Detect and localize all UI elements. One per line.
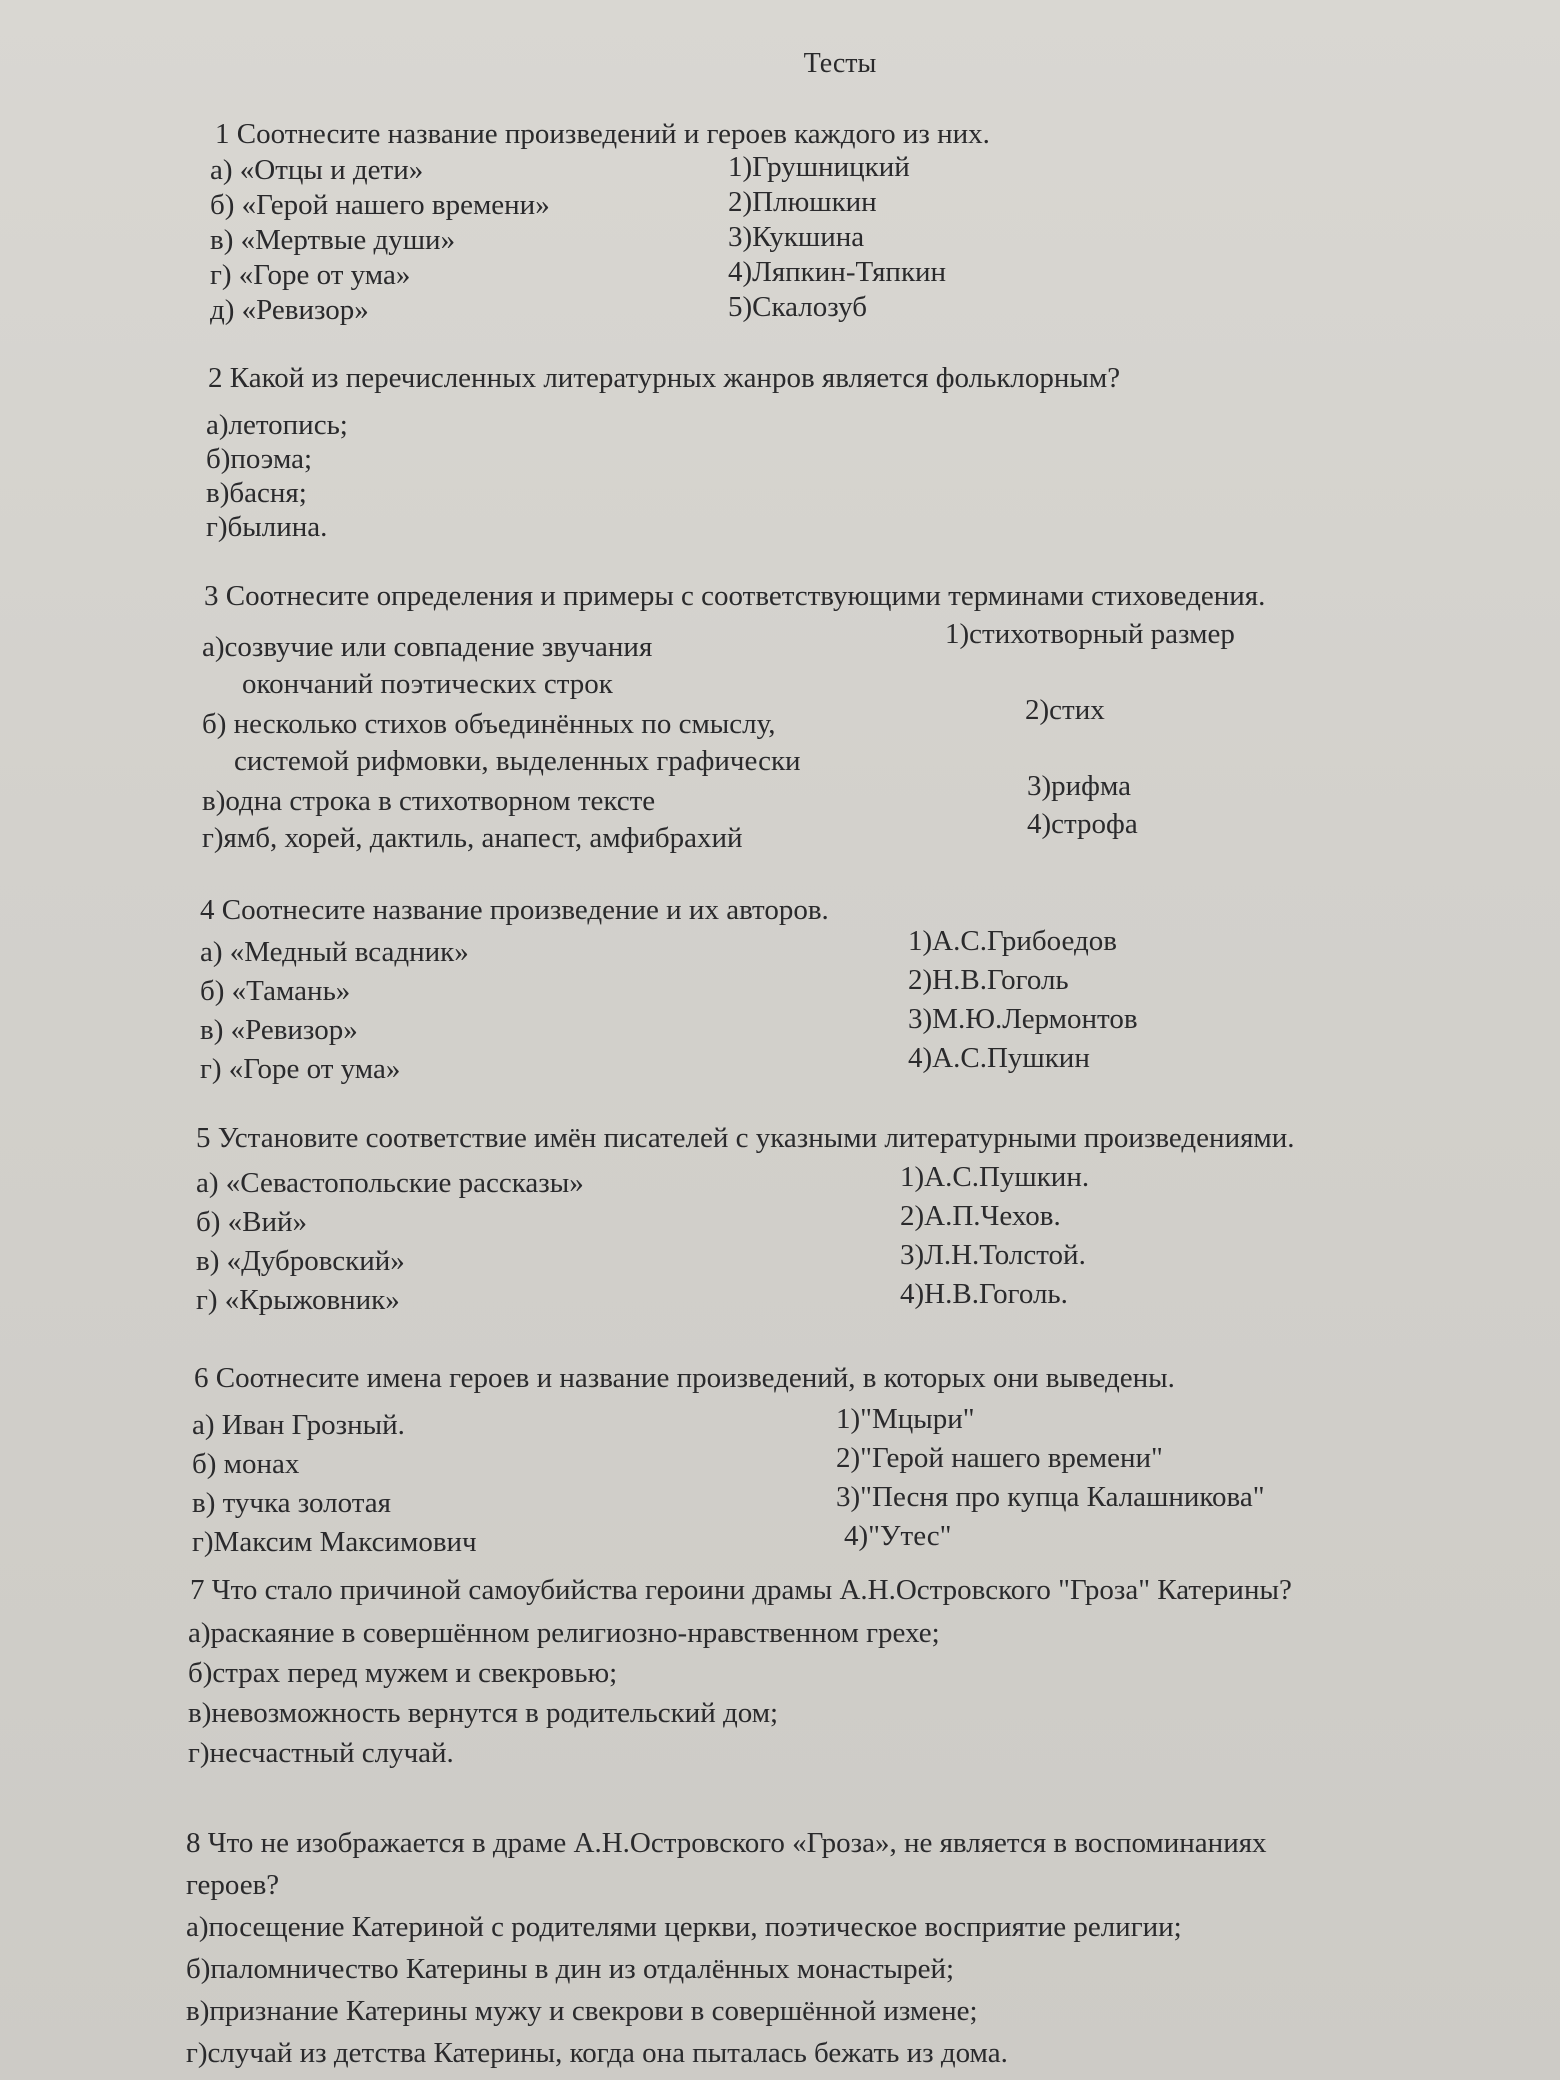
question-6-left-list <box>192 1408 477 1564</box>
question-3-right-4: 4)строфа <box>1027 808 1138 840</box>
list-item: в) «Дубровский» <box>196 1245 405 1277</box>
question-3-right-2: 2)стих <box>1025 694 1105 726</box>
list-item: г) «Крыжовник» <box>196 1284 400 1316</box>
list-item: г) «Горе от ума» <box>210 259 411 291</box>
list-item: системой рифмовки, выделенных графически <box>234 745 801 777</box>
list-item: 4)Н.В.Гоголь. <box>900 1278 1068 1310</box>
option-c: в)признание Катерины мужу и свекрови в совершённой измене; <box>186 1995 978 2027</box>
question-7-options <box>188 1616 940 1776</box>
question-3-right-3: 3)рифма <box>1027 770 1131 802</box>
option-d: г)случай из детства Катерины, когда она пыталась бежать из дома. <box>186 2037 1008 2069</box>
list-item: б) «Тамань» <box>200 975 351 1007</box>
list-item: окончаний поэтических строк <box>242 668 613 700</box>
question-2-options <box>206 408 348 544</box>
question-3-left-list <box>202 630 801 858</box>
list-item: в) «Ревизор» <box>200 1014 358 1046</box>
list-item: 1)Грушницкий <box>728 151 910 183</box>
question-8-text: 8 Что не изображается в драме А.Н.Островского «Гроза», не является в воспоминаниях <box>186 1827 1267 1859</box>
question-1-left-list <box>210 153 550 328</box>
list-item: г)Максим Максимович <box>192 1526 477 1558</box>
list-item: 4)"Утес" <box>844 1520 952 1552</box>
option-c: в)невозможность вернутся в родительский дом; <box>188 1697 779 1729</box>
list-item: г) «Горе от ума» <box>200 1053 401 1085</box>
list-item: б) несколько стихов объединённых по смыслу, <box>202 708 776 740</box>
list-item: 1)"Мцыри" <box>836 1403 975 1435</box>
question-2-text: 2 Какой из перечисленных литературных жанров является фольклорным? <box>208 362 1121 394</box>
list-item: 3)Кукшина <box>728 221 865 253</box>
list-item: г)ямб, хорей, дактиль, анапест, амфибрахий <box>202 822 743 854</box>
question-6-text: 6 Соотнесите имена героев и название произведений, в которых они выведены. <box>194 1362 1175 1394</box>
list-item: 4)Ляпкин-Тяпкин <box>728 256 947 288</box>
list-item: д) «Ревизор» <box>210 294 369 326</box>
option-a: а)посещение Катериной с родителями церкви, поэтическое восприятие религии; <box>186 1911 1182 1943</box>
option-a: а)летопись; <box>206 409 348 441</box>
list-item: 2)Плюшкин <box>728 186 877 218</box>
list-item: 3)М.Ю.Лермонтов <box>908 1003 1138 1035</box>
question-5-left-list <box>196 1166 584 1322</box>
question-4-left-list <box>200 935 469 1091</box>
list-item: 4)А.С.Пушкин <box>908 1042 1090 1074</box>
list-item: б) монах <box>192 1448 300 1480</box>
list-item: 2)А.П.Чехов. <box>900 1200 1061 1232</box>
question-3-text: 3 Соотнесите определения и примеры с соответствующими терминами стиховедения. <box>204 580 1266 612</box>
question-4-text: 4 Соотнесите название произведение и их авторов. <box>200 894 829 926</box>
list-item: 1)А.С.Пушкин. <box>900 1161 1090 1193</box>
list-item: 2)Н.В.Гоголь <box>908 964 1069 996</box>
list-item: в) тучка золотая <box>192 1487 391 1519</box>
list-item: б) «Вий» <box>196 1206 308 1238</box>
list-item: а) «Севастопольские рассказы» <box>196 1167 584 1199</box>
option-b: б)паломничество Катерины в дин из отдалённых монастырей; <box>186 1953 955 1985</box>
list-item: в)одна строка в стихотворном тексте <box>202 785 656 817</box>
list-item: 2)"Герой нашего времени" <box>836 1442 1163 1474</box>
question-3-right-1: 1)стихотворный размер <box>945 618 1235 650</box>
option-b: б)страх перед мужем и свекровью; <box>188 1657 618 1689</box>
list-item: в) «Мертвые души» <box>210 224 456 256</box>
list-item: 1)А.С.Грибоедов <box>908 925 1117 957</box>
question-1-right-list <box>728 150 946 325</box>
question-8-text-cont: героев? <box>186 1869 280 1901</box>
list-item: а) Иван Грозный. <box>192 1409 405 1441</box>
option-a: а)раскаяние в совершённом религиозно-нравственном грехе; <box>188 1617 940 1649</box>
list-item: 5)Скалозуб <box>728 291 867 323</box>
question-7-text: 7 Что стало причиной самоубийства героини драмы А.Н.Островского "Гроза" Катерины? <box>190 1574 1292 1606</box>
list-item: а) «Отцы и дети» <box>210 154 424 186</box>
question-6-right-list <box>836 1402 1265 1558</box>
option-d: г)былина. <box>206 511 328 543</box>
option-c: в)басня; <box>206 477 307 509</box>
option-b: б)поэма; <box>206 443 313 475</box>
option-d: г)несчастный случай. <box>188 1737 454 1769</box>
question-5-text: 5 Установите соответствие имён писателей с указными литературными произведениями. <box>196 1122 1295 1154</box>
list-item: а) «Медный всадник» <box>200 936 469 968</box>
question-4-right-list <box>908 924 1138 1080</box>
question-8 <box>186 1826 1267 2078</box>
list-item: б) «Герой нашего времени» <box>210 189 550 221</box>
list-item: 3)Л.Н.Толстой. <box>900 1239 1086 1271</box>
page-title: Тесты <box>803 48 877 79</box>
question-5-right-list <box>900 1160 1089 1316</box>
list-item: 3)"Песня про купца Калашникова" <box>836 1481 1265 1513</box>
list-item: а)созвучие или совпадение звучания <box>202 631 653 663</box>
question-1-text: 1 Соотнесите название произведений и героев каждого из них. <box>215 118 990 150</box>
